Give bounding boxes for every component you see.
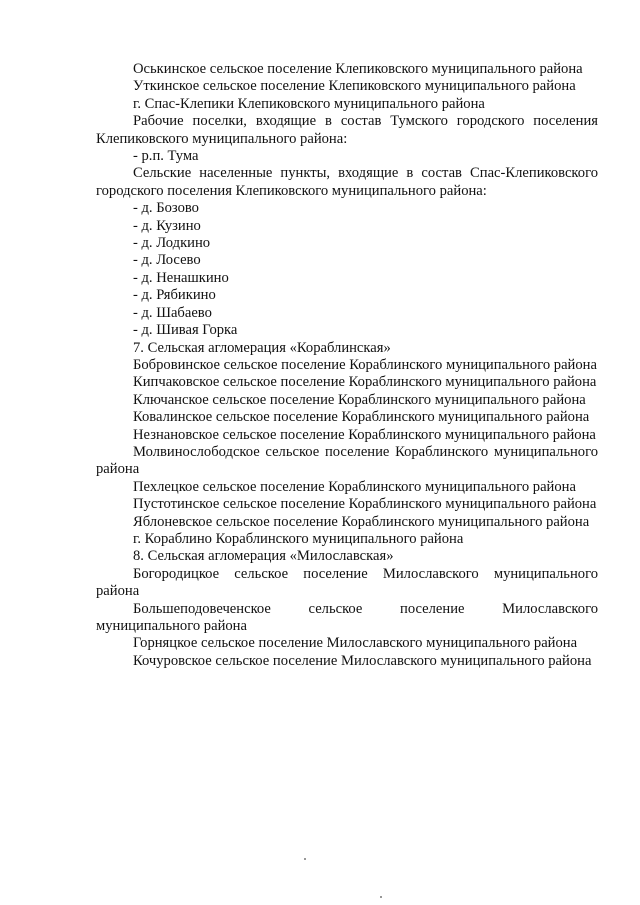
list-item-lodkino: - д. Лодкино — [133, 235, 211, 252]
paragraph-bolshepodovechenskoe: Большеподовеченское сельское поселение Милославского муниципального района — [96, 600, 598, 634]
scan-speck — [380, 896, 382, 898]
document-body — [96, 61, 598, 670]
list-item-tuma: - р.п. Тума — [133, 148, 199, 165]
paragraph-kipchakovskoe: Кипчаковское сельское поселение Кораблинского муниципального района — [133, 374, 597, 391]
paragraph-neznanovskoe: Незнановское сельское поселение Кораблинского муниципального района — [133, 426, 596, 443]
paragraph-molvinoslobodskoe: Молвинослободское сельское поселение Кораблинского муниципального района — [96, 443, 598, 478]
list-item-bozovo: - д. Бозово — [133, 200, 199, 217]
paragraph-bogoroditskoe: Богородицкое сельское поселение Милославского муниципального района — [96, 565, 598, 600]
list-item-ryabikino: - д. Рябикино — [133, 287, 216, 304]
paragraph-kovalinskoe: Ковалинское сельское поселение Кораблинского муниципального района — [133, 409, 590, 426]
paragraph-korablino: г. Кораблино Кораблинского муниципального района — [133, 530, 464, 547]
paragraph-spas-klepiki: г. Спас-Клепики Клепиковского муниципального района — [133, 95, 485, 112]
list-item-nenashkino: - д. Ненашкино — [133, 269, 229, 286]
list-item-kuzino: - д. Кузино — [133, 217, 201, 234]
section-heading-miloslavskaya: 8. Сельская агломерация «Милославская» — [133, 548, 394, 565]
list-item-shabaevo: - д. Шабаево — [133, 304, 212, 321]
paragraph-yablonevskoe: Яблоневское сельское поселение Кораблинского муниципального района — [133, 513, 590, 530]
section-heading-korablinskaya: 7. Сельская агломерация «Кораблинская» — [133, 339, 391, 356]
list-item-shivaya-gorka: - д. Шивая Горка — [133, 322, 238, 339]
list-item-losevo: - д. Лосево — [133, 252, 201, 269]
paragraph-tuma-settlements-heading: Рабочие поселки, входящие в состав Тумского городского поселения Клепиковского муниципального района: — [96, 113, 598, 147]
paragraph-kochurovskoe: Кочуровское сельское поселение Милославского муниципального района — [133, 652, 592, 669]
paragraph-klyuchanskoe: Ключанское сельское поселение Кораблинского муниципального района — [133, 391, 586, 408]
scan-speck — [304, 858, 306, 860]
paragraph-pustotinskoe: Пустотинское сельское поселение Кораблинского муниципального района — [133, 496, 597, 513]
paragraph-bobrovinskoe: Бобровинское сельское поселение Кораблинского муниципального района — [133, 356, 597, 373]
paragraph-oskinskoe: Оськинское сельское поселение Клепиковского муниципального района — [133, 61, 583, 77]
paragraph-gornyatskoe: Горняцкое сельское поселение Милославского муниципального района — [133, 635, 578, 652]
paragraph-pekhletskoe: Пехлецкое сельское поселение Кораблинского муниципального района — [133, 478, 576, 495]
paragraph-utkinskoe: Уткинское сельское поселение Клепиковского муниципального района — [133, 78, 576, 95]
paragraph-spas-klepikovskoe-villages-heading: Сельские населенные пункты, входящие в состав Спас-Клепиковского городского поселения Клепиковского муниципального района: — [96, 165, 598, 199]
